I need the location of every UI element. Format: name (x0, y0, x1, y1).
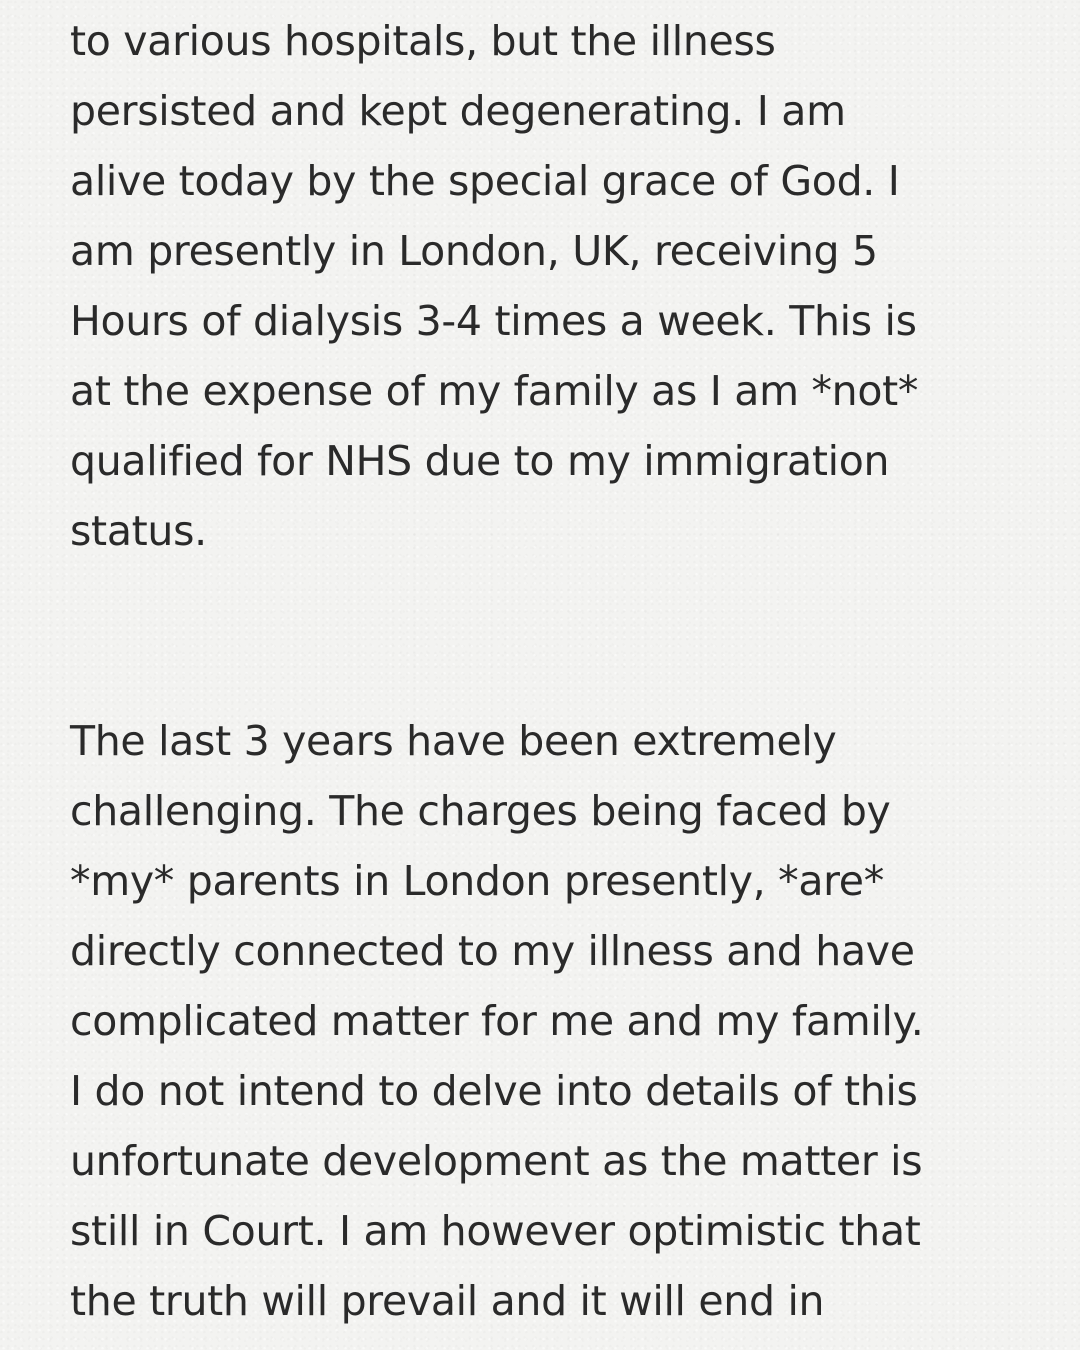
text-line: qualified for NHS due to my immigration (70, 437, 890, 485)
text-line: alive today by the special grace of God. I (70, 157, 900, 205)
text-line: directly connected to my illness and have (70, 927, 915, 975)
text-line: the truth will prevail and it will end in (70, 1277, 825, 1325)
text-line: *my* parents in London presently, *are* (70, 857, 884, 905)
text-line: The last 3 years have been extremely (70, 717, 837, 765)
text-line: status. (70, 507, 207, 555)
text-line: to various hospitals, but the illness (70, 17, 776, 65)
paragraph-gap (70, 566, 1030, 706)
text-line: I do not intend to delve into details of this (70, 1067, 918, 1115)
text-line: unfortunate development as the matter is (70, 1137, 923, 1185)
paragraph-1 (70, 6, 1030, 566)
text-line: still in Court. I am however optimistic that (70, 1207, 921, 1255)
text-line: Hours of dialysis 3-4 times a week. This is (70, 297, 917, 345)
note-body (70, 6, 1030, 1336)
text-line: challenging. The charges being faced by (70, 787, 891, 835)
text-line: at the expense of my family as I am *not* (70, 367, 919, 415)
text-line: persisted and kept degenerating. I am (70, 87, 846, 135)
text-line: complicated matter for me and my family. (70, 997, 924, 1045)
paragraph-2 (70, 706, 1030, 1336)
text-line: am presently in London, UK, receiving 5 (70, 227, 878, 275)
